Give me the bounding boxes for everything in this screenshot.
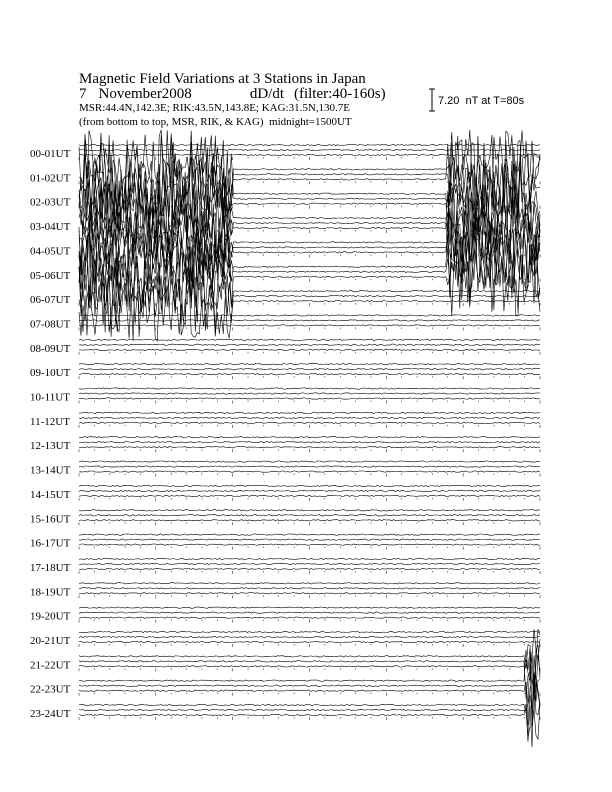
trace-kag-08-09ut [79, 339, 540, 340]
hour-label-00-01ut: 00-01UT [30, 148, 71, 160]
minute-ticks [79, 303, 540, 306]
minute-ticks [79, 668, 540, 671]
trace-kag-18-19ut [79, 583, 540, 584]
trace-msr-21-22ut [79, 629, 540, 700]
trace-rik-17-18ut [79, 563, 540, 564]
hour-label-23-24ut: 23-24UT [30, 708, 71, 721]
trace-msr-23-24ut [79, 681, 540, 737]
hour-label-05-06ut: 05-06UT [30, 269, 71, 282]
hour-label-04-05ut: 04-05UT [30, 245, 71, 258]
trace-msr-12-13ut [79, 447, 540, 448]
hour-label-14-15ut: 14-15UT [30, 488, 71, 501]
scale-label: 7.20 nT at T=80s [438, 95, 525, 107]
trace-kag-17-18ut [79, 558, 540, 559]
trace-kag-00-01ut [79, 144, 540, 145]
minute-ticks [79, 717, 540, 720]
hour-label-17-18ut: 17-18UT [30, 561, 71, 574]
hour-label-21-22ut: 21-22UT [30, 659, 71, 672]
trace-kag-13-14ut [79, 461, 540, 462]
hour-label-22-23ut: 22-23UT [30, 683, 71, 696]
trace-msr-10-11ut [79, 398, 540, 399]
minute-ticks [79, 327, 540, 330]
trace-kag-23-24ut [79, 695, 540, 740]
hour-label-12-13ut: 12-13UT [30, 440, 71, 453]
hour-label-03-04ut: 03-04UT [30, 221, 71, 234]
trace-rik-23-24ut [79, 677, 540, 747]
hour-label-08-09ut: 08-09UT [30, 342, 71, 355]
trace-rik-16-17ut [79, 539, 540, 540]
hour-label-15-16ut: 15-16UT [30, 513, 71, 526]
trace-rik-12-13ut [79, 442, 540, 443]
trace-msr-17-18ut [79, 568, 540, 569]
trace-msr-08-09ut [79, 349, 540, 350]
hour-label-09-10ut: 09-10UT [30, 367, 71, 380]
trace-rik-11-12ut [79, 417, 540, 418]
trace-kag-07-08ut [79, 315, 540, 316]
hour-label-18-19ut: 18-19UT [30, 586, 71, 599]
date-month-year: November2008 [98, 86, 192, 102]
hour-label-11-12ut: 11-12UT [30, 415, 70, 428]
hour-label-01-02ut: 01-02UT [30, 172, 71, 185]
trace-kag-14-15ut [79, 485, 540, 486]
minute-ticks [79, 547, 540, 550]
trace-kag-15-16ut [79, 510, 540, 511]
trace-kag-11-12ut [79, 412, 540, 413]
filter-label: (filter:40-160s) [293, 86, 386, 102]
trace-rik-21-22ut [79, 629, 540, 698]
minute-ticks [79, 595, 540, 598]
trace-msr-20-21ut [79, 641, 540, 642]
trace-rik-14-15ut [79, 490, 540, 491]
trace-msr-13-14ut [79, 471, 540, 472]
trace-kag-21-22ut [79, 639, 540, 696]
minute-ticks [79, 571, 540, 574]
trace-msr-11-12ut [79, 422, 540, 423]
minute-ticks [79, 693, 540, 696]
minute-ticks [79, 498, 540, 501]
hour-label-16-17ut: 16-17UT [30, 537, 71, 550]
trace-kag-16-17ut [79, 534, 540, 535]
trace-rik-18-19ut [79, 588, 540, 589]
trace-kag-09-10ut [79, 364, 540, 365]
minute-ticks [79, 474, 540, 477]
hour-label-20-21ut: 20-21UT [30, 635, 71, 647]
trace-msr-19-20ut [79, 617, 540, 618]
hour-label-06-07ut: 06-07UT [30, 294, 71, 307]
trace-rik-08-09ut [79, 344, 540, 345]
minute-ticks [79, 401, 540, 404]
minute-ticks [79, 425, 540, 428]
minute-ticks [79, 376, 540, 379]
trace-rik-10-11ut [79, 393, 540, 394]
trace-kag-10-11ut [79, 388, 540, 389]
trace-kag-01-02ut [79, 130, 540, 210]
trace-msr-15-16ut [79, 520, 540, 521]
trace-msr-16-17ut [79, 544, 540, 545]
trace-rik-19-20ut [79, 612, 540, 613]
date-day: 7 [79, 86, 87, 102]
order-note: (from bottom to top, MSR, RIK, & KAG) midnight=1500UT [79, 116, 352, 128]
hour-label-10-11ut: 10-11UT [30, 391, 70, 404]
minute-ticks [79, 620, 540, 623]
trace-msr-07-08ut [79, 325, 540, 326]
minute-ticks [79, 352, 540, 355]
trace-msr-09-10ut [79, 374, 540, 375]
hour-label-19-20ut: 19-20UT [30, 610, 71, 623]
chart-title: Magnetic Field Variations at 3 Stations in Japan [79, 71, 366, 87]
trace-msr-14-15ut [79, 495, 540, 496]
hour-label-02-03ut: 02-03UT [30, 196, 71, 209]
trace-rik-15-16ut [79, 515, 540, 516]
component-label: dD/dt [249, 86, 284, 102]
hour-label-07-08ut: 07-08UT [30, 318, 71, 331]
trace-kag-19-20ut [79, 607, 540, 608]
minute-ticks [79, 449, 540, 452]
trace-msr-18-19ut [79, 593, 540, 594]
stations-line: MSR:44.4N,142.3E; RIK:43.5N,143.8E; KAG:31.5N,130.7E [79, 102, 351, 114]
trace-kag-20-21ut [79, 631, 540, 632]
minute-ticks [79, 644, 540, 647]
hour-label-13-14ut: 13-14UT [30, 464, 71, 477]
trace-kag-12-13ut [79, 437, 540, 438]
trace-rik-13-14ut [79, 466, 540, 467]
minute-ticks [79, 522, 540, 525]
trace-rik-09-10ut [79, 369, 540, 370]
trace-rik-20-21ut [79, 636, 540, 637]
